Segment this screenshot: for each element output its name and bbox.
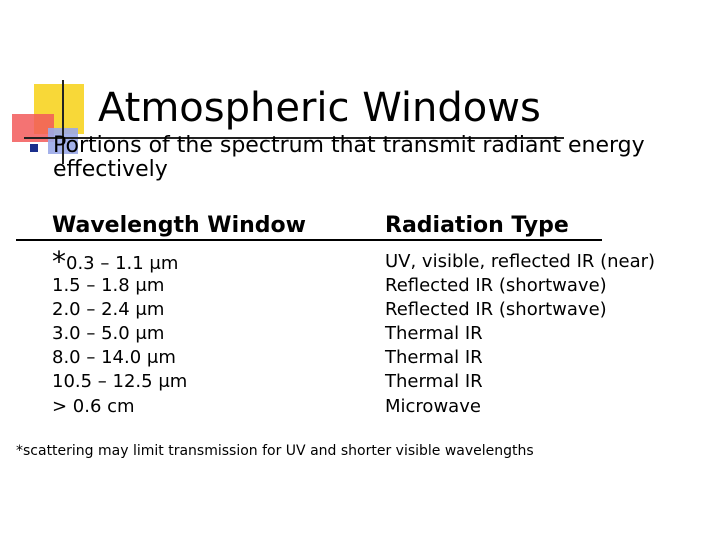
radiation-type-cell: Reflected IR (shortwave)	[385, 275, 607, 296]
radiation-type-cell: Thermal IR	[385, 371, 483, 392]
slide-title: Atmospheric Windows	[98, 85, 541, 131]
column-header-wavelength: Wavelength Window	[52, 213, 306, 238]
wavelength-cell: 8.0 – 14.0 μm	[52, 347, 176, 368]
wavelength-cell: 2.0 – 2.4 μm	[52, 299, 165, 320]
radiation-type-cell: Microwave	[385, 396, 481, 417]
wavelength-cell: 3.0 – 5.0 μm	[52, 323, 165, 344]
footnote: *scattering may limit transmission for UV and shorter visible wavelengths	[16, 443, 534, 459]
wavelength-cell: 10.5 – 12.5 μm	[52, 371, 188, 392]
radiation-type-cell: UV, visible, reflected IR (near)	[385, 251, 656, 272]
wavelength-cell	[52, 245, 179, 278]
asterisk-marker: *	[52, 245, 66, 278]
bullet-square-icon	[30, 144, 38, 152]
bullet-text: Portions of the spectrum that transmit radiant energy effectively	[53, 133, 645, 182]
radiation-type-cell: Thermal IR	[385, 347, 483, 368]
wavelength-cell: 1.5 – 1.8 μm	[52, 275, 165, 296]
radiation-type-cell: Reflected IR (shortwave)	[385, 299, 607, 320]
wavelength-value: 0.3 – 1.1 μm	[66, 253, 179, 274]
radiation-type-cell: Thermal IR	[385, 323, 483, 344]
wavelength-cell: > 0.6 cm	[52, 396, 135, 417]
column-header-radiation-type: Radiation Type	[385, 213, 569, 238]
header-underline	[16, 239, 602, 241]
